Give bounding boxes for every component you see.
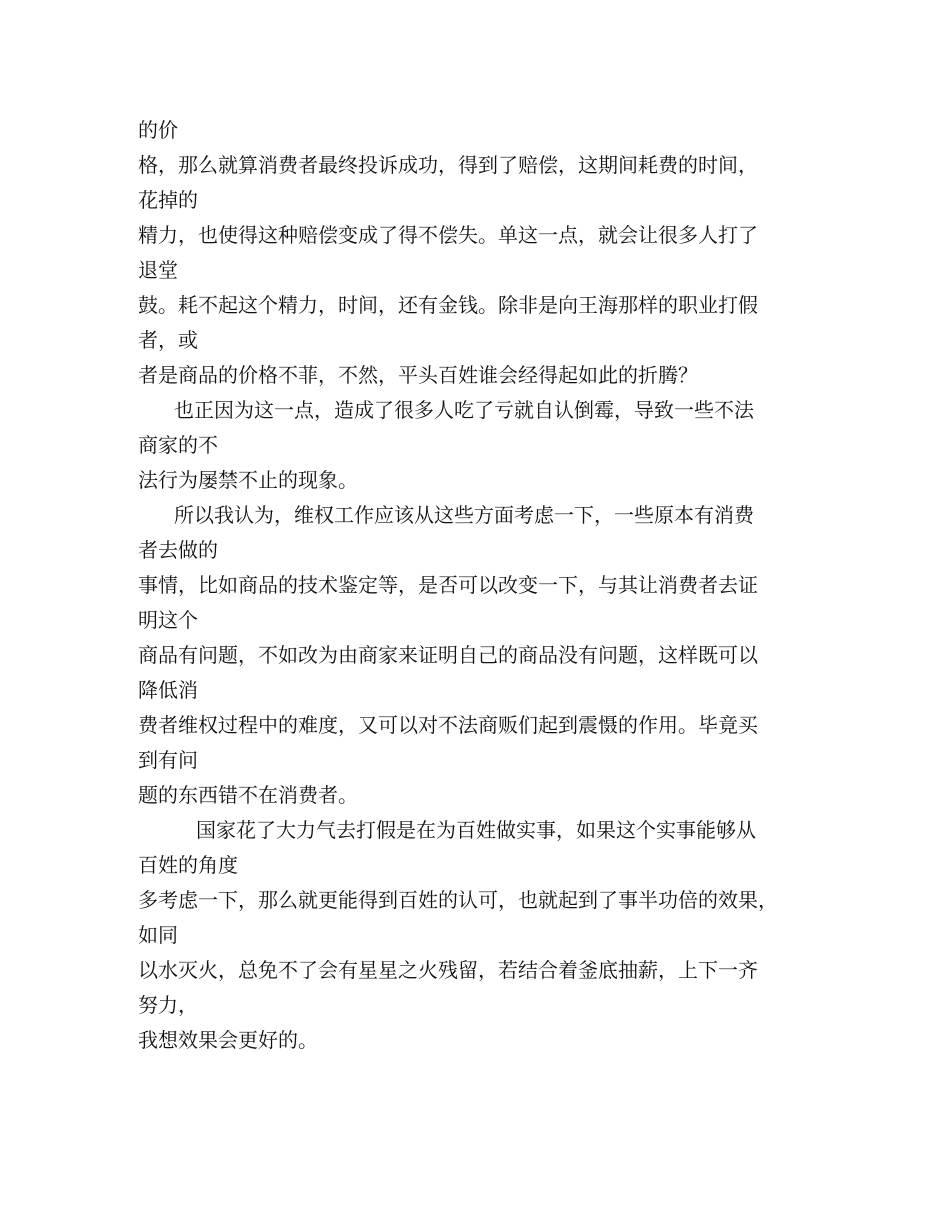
document-body	[138, 113, 838, 1058]
paragraph-first-line: 国家花了大力气去打假是在为百姓做实事，如果这个实事能够从	[196, 818, 756, 842]
text-line: 事情，比如商品的技术鉴定等，是否可以改变一下，与其让消费者去证	[138, 573, 758, 597]
text-line: 降低消	[138, 678, 198, 702]
text-line: 者，或	[138, 328, 198, 352]
text-line: 商家的不	[138, 433, 218, 457]
text-line: 花掉的	[138, 188, 198, 212]
text-line: 到有问	[138, 748, 198, 772]
text-line: 题的东西错不在消费者。	[138, 783, 358, 807]
text-line: 格，那么就算消费者最终投诉成功，得到了赔偿，这期间耗费的时间，	[138, 153, 758, 177]
paragraph-first-line: 所以我认为，维权工作应该从这些方面考虑一下，一些原本有消费	[174, 503, 754, 527]
text-line: 鼓。耗不起这个精力，时间，还有金钱。除非是向王海那样的职业打假	[138, 293, 758, 317]
paragraph-first-line: 也正因为这一点，造成了很多人吃了亏就自认倒霉，导致一些不法	[174, 398, 754, 422]
text-line: 的价	[138, 118, 178, 142]
text-line: 努力，	[138, 993, 198, 1017]
text-line: 退堂	[138, 258, 178, 282]
text-line: 者去做的	[138, 538, 218, 562]
text-line: 费者维权过程中的难度，又可以对不法商贩们起到震慑的作用。毕竟买	[138, 713, 758, 737]
text-line: 法行为屡禁不止的现象。	[138, 468, 358, 492]
text-line: 百姓的角度	[138, 853, 238, 877]
text-line: 多考虑一下，那么就更能得到百姓的认可，也就起到了事半功倍的效果，	[138, 888, 778, 912]
text-line: 以水灭火，总免不了会有星星之火残留，若结合着釜底抽薪，上下一齐	[138, 958, 758, 982]
text-line: 如同	[138, 923, 178, 947]
text-line: 商品有问题，不如改为由商家来证明自己的商品没有问题，这样既可以	[138, 643, 758, 667]
text-line: 明这个	[138, 608, 198, 632]
text-line: 者是商品的价格不菲，不然，平头百姓谁会经得起如此的折腾？	[138, 363, 698, 387]
text-line: 我想效果会更好的。	[138, 1028, 318, 1052]
text-line: 精力，也使得这种赔偿变成了得不偿失。单这一点，就会让很多人打了	[138, 223, 758, 247]
